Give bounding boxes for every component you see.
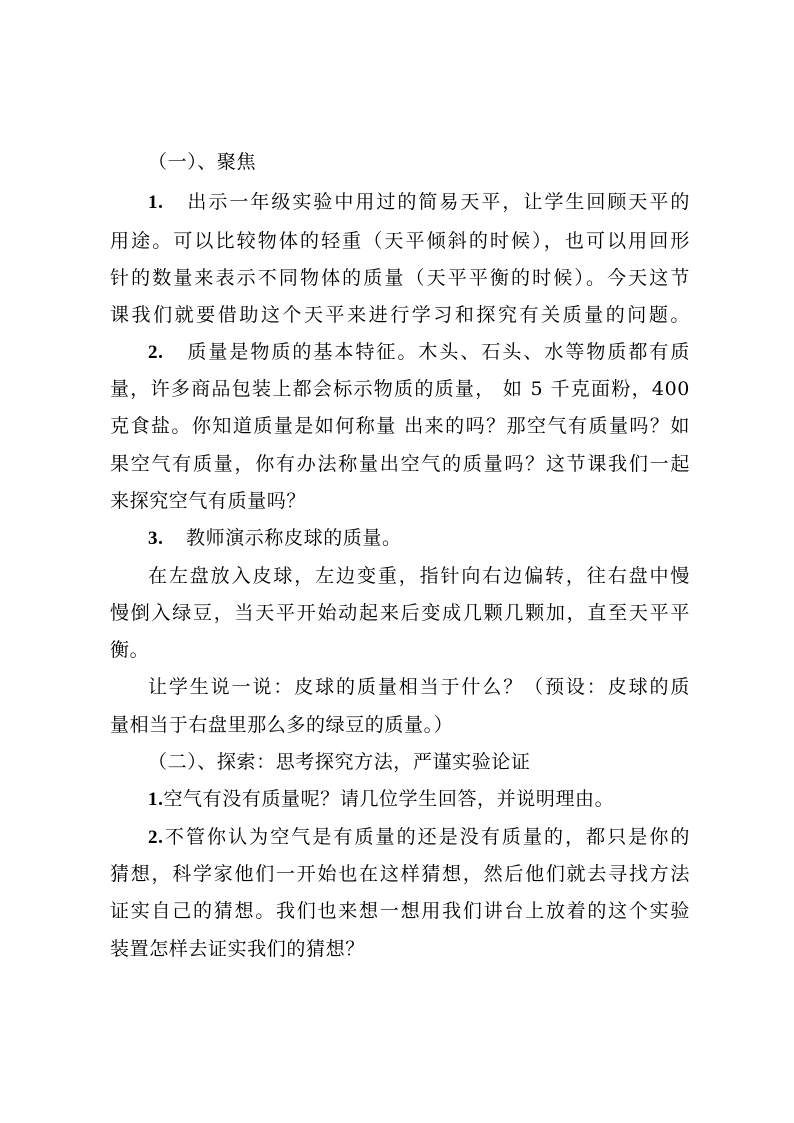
item-3-number: 3. — [148, 528, 164, 549]
item-1-number: 1. — [148, 192, 164, 213]
explore-1-line — [148, 787, 690, 812]
explore-1-number: 1. — [148, 789, 164, 810]
item-2-line-2: 量，许多商品包装上都会标示物质的质量， 如 5 千克面粉，400 — [110, 378, 690, 400]
item-1-line-3: 针的数量来表示不同物体的质量（天平平衡的时候）。今天这节 — [110, 267, 690, 289]
item-2-number: 2. — [148, 342, 164, 363]
explore-2-line-4: 装置怎样去证实我们的猜想？ — [110, 938, 365, 960]
section-1-heading: （一）、聚焦 — [148, 151, 257, 173]
item-1-text-1: 出示一年级实验中用过的简易天平，让学生回顾天平的 — [186, 191, 690, 213]
item-1-line-2: 用途。可以比较物体的轻重（天平倾斜的时候），也可以用回形 — [110, 230, 690, 252]
students-line-2: 量相当于右盘里那么多的绿豆的质量。） — [110, 714, 454, 736]
item-2-line-5: 来探究空气有质量吗？ — [110, 490, 307, 512]
explore-2-line-3: 证实自己的猜想。我们也来想一想用我们讲台上放着的这个实验 — [110, 900, 690, 922]
item-3-line — [148, 526, 690, 551]
item-2-line-3: 克食盐。你知道质量是如何称量 出来的吗？那空气有质量吗？如 — [110, 415, 690, 437]
explore-2-line-1 — [148, 825, 690, 850]
section-2-heading: （二）、探索：思考探究方法，严谨实验论证 — [148, 751, 531, 773]
item-2-line-4: 果空气有质量，你有办法称量出空气的质量吗？这节课我们一起 — [110, 453, 690, 475]
explore-2-text-1: 不管你认为空气是有质量的还是没有质量的，都只是你的 — [163, 826, 690, 848]
demo-line-3: 衡。 — [110, 639, 150, 661]
demo-line-1: 在左盘放入皮球，左边变重，指针向右边偏转，往右盘中慢 — [148, 565, 690, 587]
item-2-text-1: 质量是物质的基本特征。木头、石头、水等物质都有质 — [186, 341, 690, 363]
explore-2-number: 2. — [148, 827, 164, 848]
demo-line-2: 慢倒入绿豆，当天平开始动起来后变成几颗几颗加，直至天平平 — [110, 602, 690, 624]
explore-1-text: 空气有没有质量呢？请几位学生回答，并说明理由。 — [163, 788, 615, 810]
item-1-line-4: 课我们就要借助这个天平来进行学习和探究有关质量的问题。 — [110, 304, 690, 326]
explore-2-line-2: 猜想，科学家他们一开始也在这样猜想，然后他们就去寻找方法 — [110, 863, 690, 885]
students-line-1: 让学生说一说：皮球的质量相当于什么？（预设：皮球的质 — [148, 676, 690, 698]
item-1-line-1 — [148, 190, 690, 215]
item-3-text: 教师演示称皮球的质量。 — [186, 527, 402, 549]
item-2-line-1 — [148, 340, 690, 365]
